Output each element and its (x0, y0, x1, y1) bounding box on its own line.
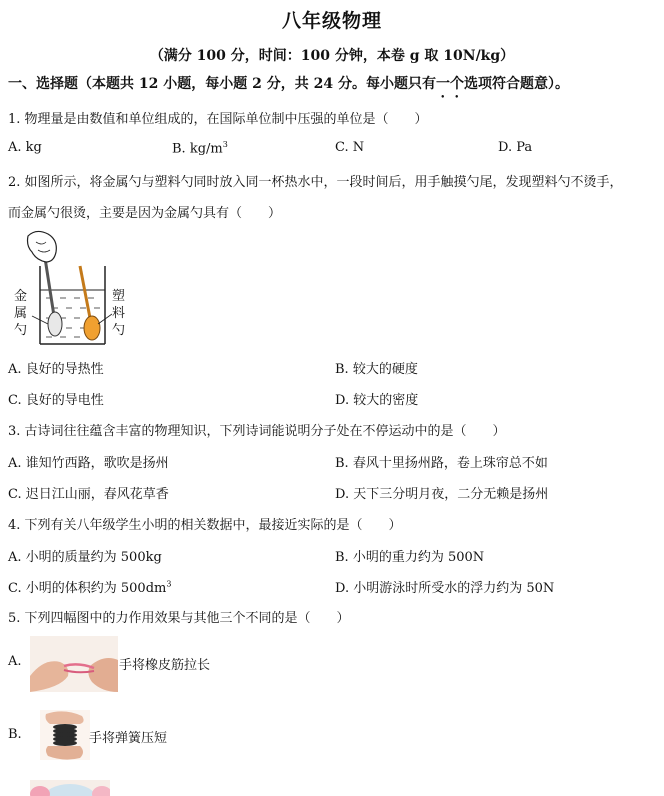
q4-option-d: D. 小明游泳时所受水的浮力约为 50N (335, 581, 555, 596)
q2-option-b: B. 较大的硬度 (335, 362, 418, 377)
question-2-stem-line1: 2. 如图所示，将金属勺与塑料勺同时放入同一杯热水中，一段时间后，用手触摸勺尾，发现塑料勺不烫手， (8, 175, 623, 190)
q4-option-c: C. 小明的体积约为 $500dm^3$ (8, 579, 172, 596)
question-3-stem: 3. 古诗词往往蕴含丰富的物理知识，下列诗词能说明分子处在不停运动中的是（ ） (8, 424, 506, 439)
q3-option-c: C. 迟日江山丽，春风花草香 (8, 487, 169, 502)
balloon-photo (30, 780, 110, 796)
q3-option-b: B. 春风十里扬州路，卷上珠帘总不如 (335, 456, 548, 471)
q4-option-a: A. 小明的质量约为 500kg (8, 550, 162, 565)
rubber-band-photo (30, 636, 118, 692)
plastic-spoon-label-3: 勺 (112, 323, 126, 338)
emphasis-text: 一个 (435, 76, 464, 92)
metal-spoon-label-2: 属 (14, 306, 28, 321)
question-5-stem: 5. 下列四幅图中的力作用效果与其他三个不同的是（ ） (8, 611, 350, 626)
q1-option-c: C. N (335, 140, 365, 155)
q5-option-a-text: 手将橡皮筋拉长 (119, 658, 211, 673)
q3-option-d: D. 天下三分明月夜，二分无赖是扬州 (335, 487, 549, 502)
q1-option-a: A. kg (8, 140, 42, 155)
q5-option-a-label: A. (8, 654, 22, 669)
q1-option-b: B. $kg/m^3$ (172, 140, 228, 157)
plastic-spoon-label-2: 料 (112, 306, 126, 321)
q1-option-d: D. Pa (498, 140, 533, 155)
q5-option-b-label: B. (8, 727, 22, 742)
q4-option-b: B. 小明的重力约为 500N (335, 550, 485, 565)
question-1-stem: 1. 物理量是由数值和单位组成的，在国际单位制中压强的单位是（ ） (8, 112, 428, 127)
page-title: 八年级物理 (281, 10, 382, 32)
q3-option-a: A. 谁知竹西路，歌吹是扬州 (8, 456, 169, 471)
q2-option-d: D. 较大的密度 (335, 393, 419, 408)
exam-info: （满分 100 分，时间：100 分钟，本卷 g 取 10N/kg） (149, 48, 515, 64)
cup-spoons-figure (8, 228, 136, 348)
section-heading: 一、选择题（本题共 12 小题，每小题 2 分，共 24 分。每小题只有一个选项符合题意）。 (8, 76, 569, 92)
spring-photo (40, 710, 90, 760)
plastic-spoon-label-1: 塑 (112, 289, 126, 304)
q2-option-c: C. 良好的导电性 (8, 393, 104, 408)
question-4-stem: 4. 下列有关八年级学生小明的相关数据中，最接近实际的是（ ） (8, 518, 402, 533)
metal-spoon-label-1: 金 (14, 289, 28, 304)
metal-spoon-label-3: 勺 (14, 323, 28, 338)
q5-option-b-text: 手将弹簧压短 (89, 731, 168, 746)
q2-option-a: A. 良好的导热性 (8, 362, 104, 377)
question-2-stem-line2: 而金属勺很烫，主要是因为金属勺具有（ ） (8, 206, 282, 221)
